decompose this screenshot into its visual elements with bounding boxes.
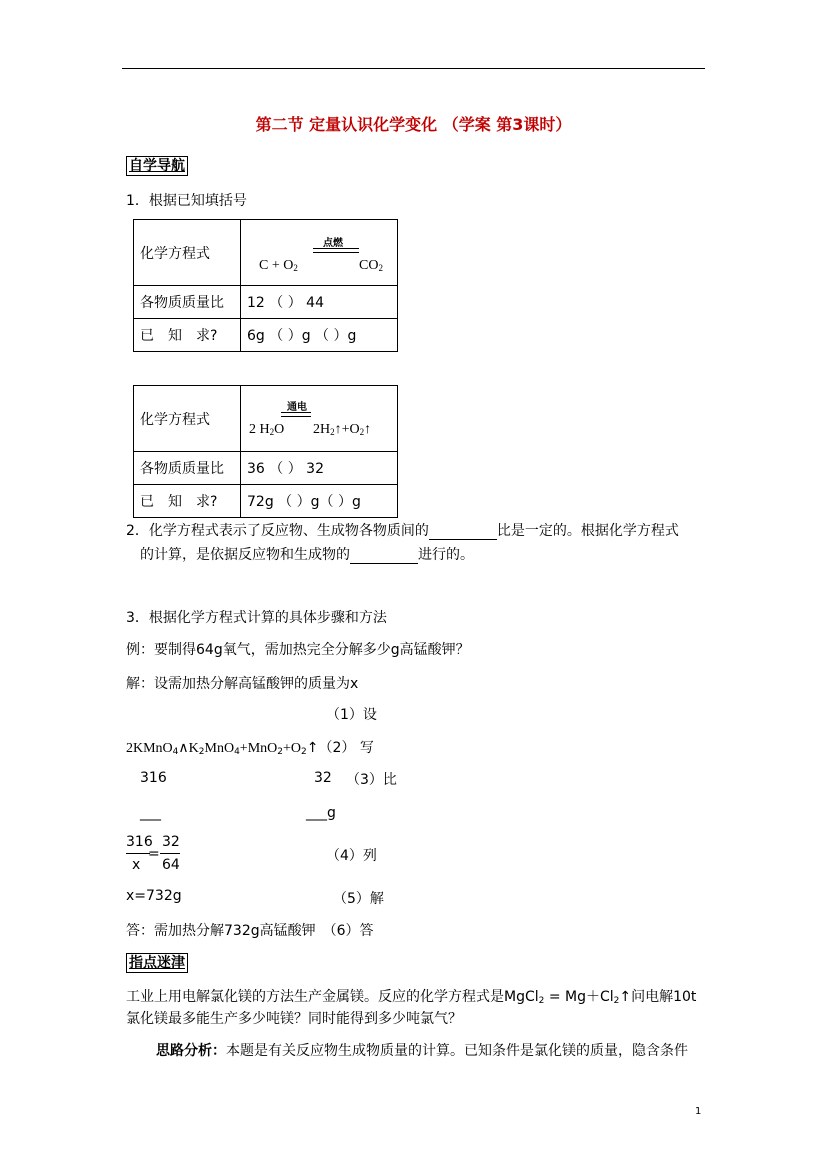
step-5: （5）解	[333, 891, 384, 907]
equation-table-1	[133, 219, 398, 352]
problem-line2: 氯化镁最多能生产多少吨镁？同时能得到多少吨氯气？	[126, 1011, 462, 1027]
step-1: （1）设	[326, 707, 377, 723]
table2-row2-values: 36 （ ） 32	[241, 452, 398, 485]
fraction-1-numerator: 316	[126, 834, 153, 850]
table2-products: $2H_2↑+O_2↑$	[313, 422, 372, 437]
step-4: （4）列	[326, 848, 377, 864]
fraction-1-denominator: x	[132, 857, 141, 873]
page-number: 1	[695, 1106, 702, 1117]
table2-row1-label: 化学方程式	[134, 386, 241, 452]
section-label-guidance: 指点迷津	[126, 953, 188, 973]
table2-row3-label: 已 知 求?	[134, 485, 241, 518]
question-2-line1: 2．化学方程式表示了反应物、生成物各物质间的 比是一定的。根据化学方程式	[126, 523, 679, 539]
proportion-equals: =	[148, 846, 160, 862]
table1-condition: 点燃	[323, 238, 343, 249]
table1-row2-label: 各物质质量比	[134, 286, 241, 319]
table2-equals-bar	[281, 412, 311, 417]
page-title: 第二节 定量认识化学变化 （学案 第3课时）	[255, 115, 572, 134]
table2-condition: 通电	[287, 402, 307, 413]
table1-equation	[241, 220, 398, 286]
fraction-2-denominator: 64	[162, 857, 180, 873]
table1-equals-bar	[313, 248, 359, 253]
question-3-heading: 3．根据化学方程式计算的具体步骤和方法	[126, 610, 387, 626]
table2-row2-label: 各物质质量比	[134, 452, 241, 485]
blank-right: ___g	[306, 805, 336, 821]
answer-text: 答：需加热分解732g高锰酸钾 （6）答	[126, 923, 374, 939]
fraction-2-numerator: 32	[162, 834, 180, 850]
table2-equation	[241, 386, 398, 452]
equation-table-2	[133, 385, 398, 518]
table1-reactants: $C + O_2$	[259, 258, 298, 273]
fraction-1-bar	[126, 853, 150, 854]
table2-row3-values: 72g （ ）g（ ）g	[241, 485, 398, 518]
problem-line1: 工业上用电解氯化镁的方法生产金属镁。反应的化学方程式是MgCl$_2$ = $Mg+Cl_2↑$问电解10t	[126, 989, 697, 1006]
step-3: （3）比	[346, 772, 397, 788]
table1-row3-values: 6g （ ）g （ ）g	[241, 319, 398, 352]
analysis-line: 思路分析：本题是有关反应物生成物质量的计算。已知条件是氯化镁的质量，隐含条件	[156, 1043, 688, 1059]
table1-row2-values: 12 （ ） 44	[241, 286, 398, 319]
decomposition-equation: $2KMnO_4\wedge K_2MnO_4+MnO_2+O_2↑(2)$ 写	[126, 740, 374, 757]
section-label-self-study: 自学导航	[126, 156, 188, 176]
example-text: 例：要制得64g氧气，需加热完全分解多少g高锰酸钾？	[126, 642, 470, 658]
result-text: x=732g	[126, 888, 182, 904]
question-2-line2: 的计算，是依据反应物和生成物的 进行的。	[140, 547, 474, 563]
table2-reactant: 2 $H_2O$	[249, 422, 285, 437]
answer-blank-1[interactable]	[429, 525, 497, 540]
ratio-right: 32	[314, 770, 332, 786]
table1-product: $CO_2$	[359, 258, 383, 273]
fraction-2-bar	[160, 853, 180, 854]
header-rule	[122, 68, 705, 69]
table1-row3-label: 已 知 求?	[134, 319, 241, 352]
solution-text: 解：设需加热分解高锰酸钾的质量为x	[126, 676, 359, 692]
table1-row1-label: 化学方程式	[134, 220, 241, 286]
ratio-left: 316	[140, 770, 167, 786]
question-1: 1．根据已知填括号	[126, 193, 247, 209]
blank-left: ___	[140, 805, 161, 821]
answer-blank-2[interactable]	[350, 549, 418, 564]
